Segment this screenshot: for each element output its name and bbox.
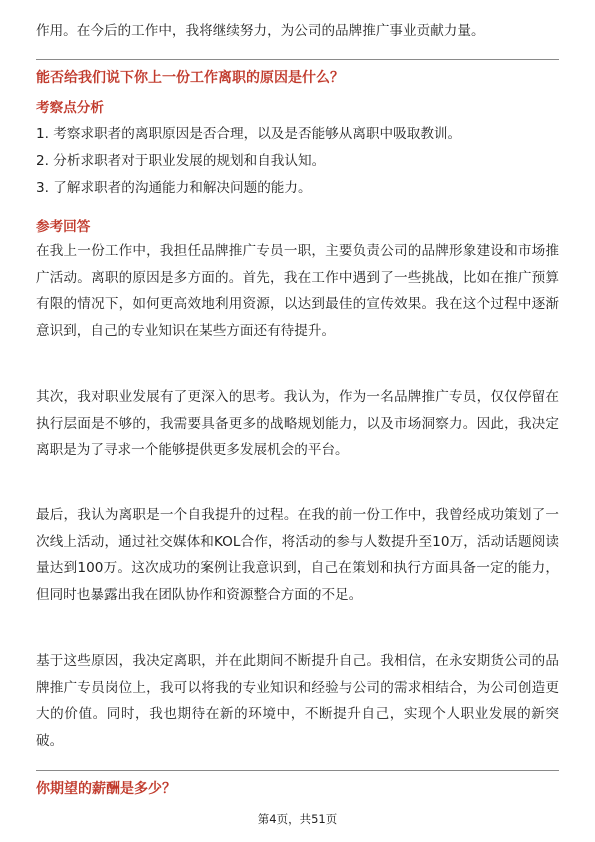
- analysis-item: 3. 了解求职者的沟通能力和解决问题的能力。: [36, 180, 312, 196]
- analysis-item: 2. 分析求职者对于职业发展的规划和自我认知。: [36, 153, 326, 169]
- section-divider: [36, 770, 559, 771]
- answer-paragraph: 基于这些原因，我决定离职，并在此期间不断提升自己。我相信，在永安期货公司的品牌推广专员岗位上，我可以将我的专业知识和经验与公司的需求相结合，为公司创造更大的价值。同时，我也期待在新的环境中，不断提升自己，实现个人职业发展的新突破。: [36, 653, 559, 749]
- answer-paragraph: 在我上一份工作中，我担任品牌推广专员一职，主要负责公司的品牌形象建设和市场推广活动。离职的原因是多方面的。首先，我在工作中遇到了一些挑战，比如在推广预算有限的情况下，如何更高效地利用资源，以达到最佳的宣传效果。我在这个过程中逐渐意识到，自己的专业知识在某些方面还有待提升。: [36, 243, 559, 339]
- analysis-heading: 考察点分析: [36, 100, 104, 116]
- analysis-list: [36, 121, 559, 202]
- answer-paragraph: 最后，我认为离职是一个自我提升的过程。在我的前一份工作中，我曾经成功策划了一次线上活动，通过社交媒体和KOL合作，将活动的参与人数提升至10万，活动话题阅读量达到100万。这次成功的案例让我意识到，自己在策划和执行方面具备一定的能力，但同时也暴露出我在团队协作和资源整合方面的不足。: [36, 507, 559, 603]
- answer-heading: 参考回答: [36, 219, 91, 235]
- answer-paragraph: 其次，我对职业发展有了更深入的思考。我认为，作为一名品牌推广专员，仅仅停留在执行层面是不够的，我需要具备更多的战略规划能力，以及市场洞察力。因此，我决定离职是为了寻求一个能够提供更多发展机会的平台。: [36, 389, 559, 458]
- intro-paragraph: 作用。在今后的工作中，我将继续努力，为公司的品牌推广事业贡献力量。: [36, 23, 485, 39]
- analysis-item: 1. 考察求职者的离职原因是否合理，以及是否能够从离职中吸取教训。: [36, 126, 462, 142]
- question-title: 你期望的薪酬是多少？: [36, 781, 176, 797]
- question-title: 能否给我们说下你上一份工作离职的原因是什么？: [36, 70, 344, 86]
- section-divider: [36, 59, 559, 60]
- page-number: 第4页，共51页: [257, 812, 338, 826]
